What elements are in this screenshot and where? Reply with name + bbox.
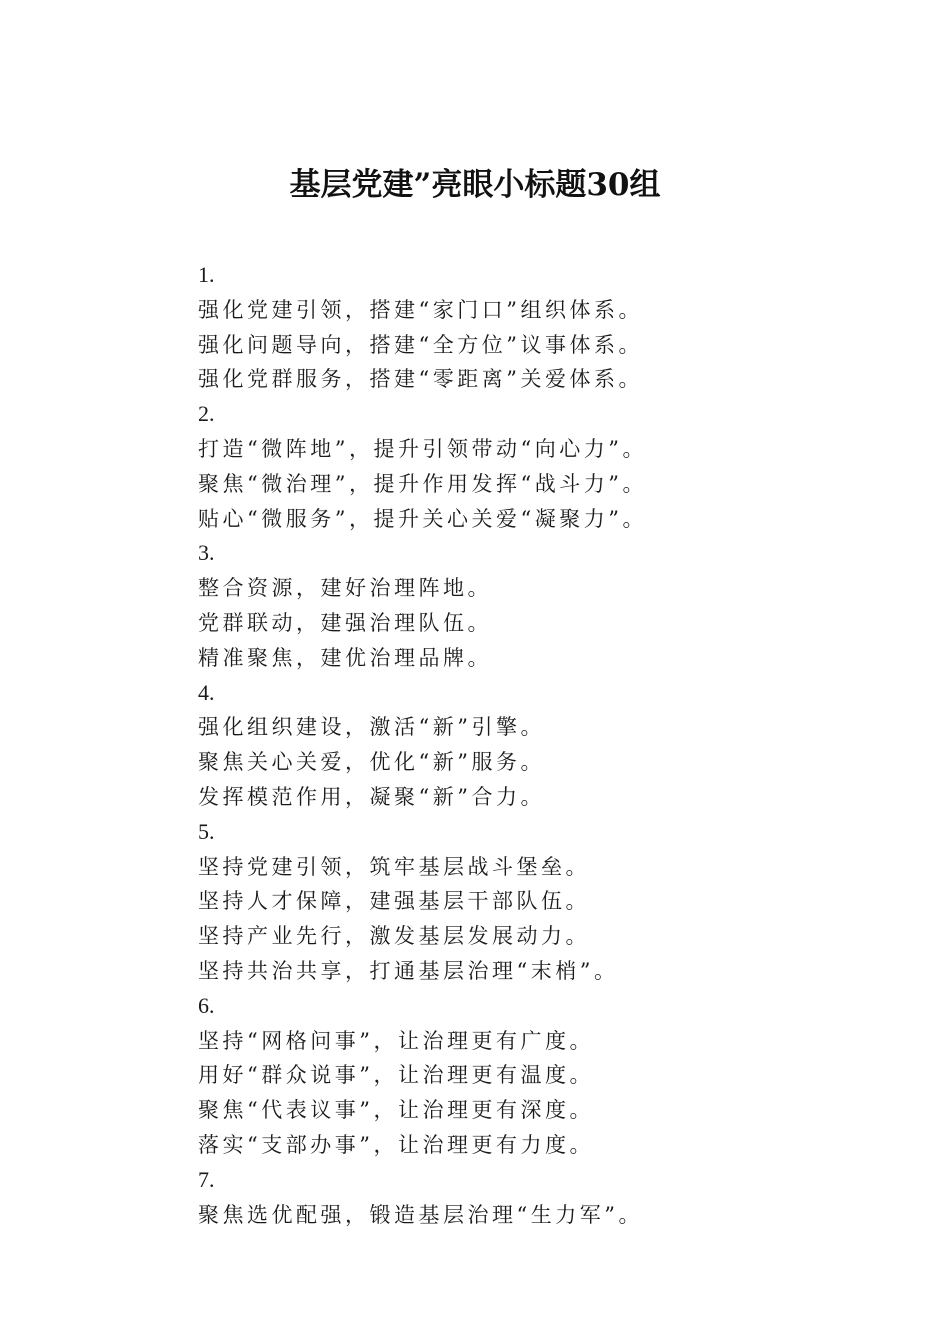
heading-line: 整合资源，建好治理阵地。 — [198, 576, 492, 601]
document-body — [198, 258, 898, 1232]
section-number: 1. — [198, 262, 215, 287]
section-number: 6. — [198, 992, 215, 1018]
heading-line: 坚持共治共享，打通基层治理“末梢”。 — [198, 958, 619, 983]
heading-line: 落实“支部办事”，让治理更有力度。 — [198, 1132, 594, 1157]
document-title: 基层党建”亮眼小标题30组 — [289, 167, 661, 203]
heading-line: 坚持党建引领，筑牢基层战斗堡垒。 — [198, 854, 590, 879]
section-number: 3. — [198, 540, 215, 566]
section-number: 5. — [198, 818, 215, 844]
heading-line: 精准聚焦，建优治理品牌。 — [198, 645, 492, 670]
section-number: 7. — [198, 1166, 215, 1192]
heading-line: 党群联动，建强治理队伍。 — [198, 610, 492, 635]
heading-line: 强化组织建设，激活“新”引擎。 — [198, 715, 545, 740]
heading-line: 强化问题导向，搭建“全方位”议事体系。 — [198, 332, 643, 357]
heading-line: 打造“微阵地”，提升引领带动“向心力”。 — [198, 436, 647, 461]
heading-line: 坚持产业先行，激发基层发展动力。 — [198, 924, 590, 949]
heading-line: 强化党群服务，搭建“零距离”关爱体系。 — [198, 367, 643, 392]
heading-line: 聚焦“代表议事”，让治理更有深度。 — [198, 1098, 594, 1123]
heading-line: 坚持人才保障，建强基层干部队伍。 — [198, 889, 590, 914]
heading-line: 聚焦关心关爱，优化“新”服务。 — [198, 750, 545, 775]
section-number: 2. — [198, 401, 215, 427]
heading-line: 用好“群众说事”，让治理更有温度。 — [198, 1063, 594, 1088]
heading-line: 聚焦“微治理”，提升作用发挥“战斗力”。 — [198, 471, 647, 496]
heading-line: 聚焦选优配强，锻造基层治理“生力军”。 — [198, 1202, 643, 1227]
heading-line: 贴心“微服务”，提升关心关爱“凝聚力”。 — [198, 506, 647, 531]
heading-line: 坚持“网格问事”，让治理更有广度。 — [198, 1028, 594, 1053]
heading-line: 强化党建引领，搭建“家门口”组织体系。 — [198, 297, 643, 322]
section-number: 4. — [198, 679, 215, 705]
heading-line: 发挥模范作用，凝聚“新”合力。 — [198, 784, 545, 809]
